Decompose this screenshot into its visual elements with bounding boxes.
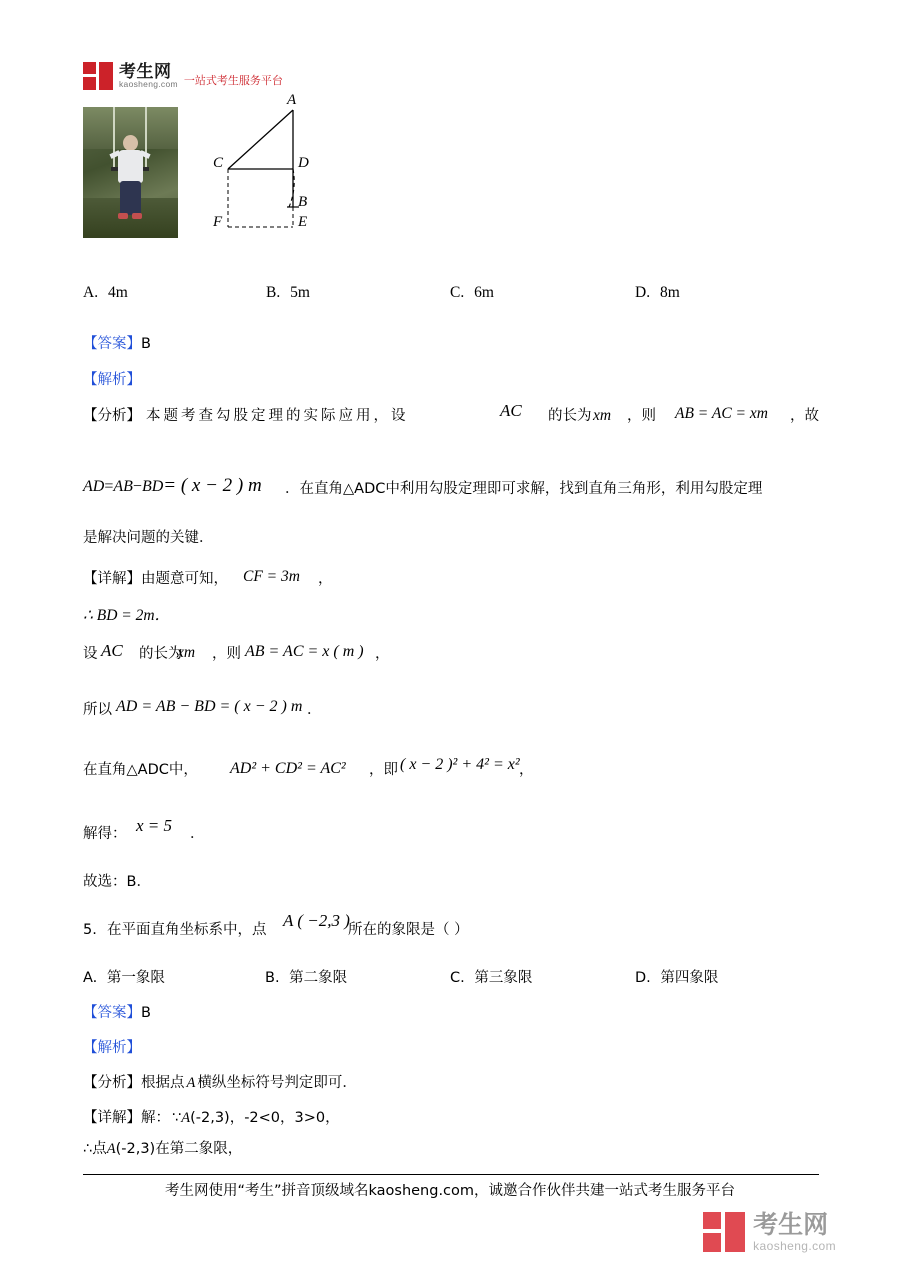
geo-label-c: C xyxy=(213,155,224,171)
q5-answer-tag: 【答案】 xyxy=(83,1005,141,1021)
q4-xiangjie-l1-eq: CF = 3m xyxy=(243,568,300,585)
q4-xiangjie-l3-a: 设 xyxy=(83,646,98,662)
q4-xiangjie-label: 【详解】 xyxy=(83,571,141,587)
logo-slogan: 一站式考生服务平台 xyxy=(183,75,283,87)
q4-xiangjie-l5-c: ， xyxy=(519,762,534,778)
q4-option-c[interactable] xyxy=(450,281,494,304)
q4-xiangjie-l5-a: 在直角△ADC中， xyxy=(83,762,198,778)
footer-logo-title: 考生网 xyxy=(753,1211,829,1239)
q4-fenxi-l2-rhs: = ( x − 2 ) m xyxy=(163,475,262,496)
q5-option-b-text: 第二象限 xyxy=(289,970,348,986)
q4-xiangjie-l1-b: ， xyxy=(318,571,333,587)
q4-xiangjie-l7: 故选：B． xyxy=(83,874,151,890)
q4-xiangjie-l3-eq: AB = AC = x ( m ) xyxy=(245,643,364,660)
q4-fenxi-line3: 是解决问题的关键． xyxy=(83,530,214,546)
q5-xiangjie-label: 【详解】 xyxy=(83,1110,141,1126)
q4-xiangjie-l4-b: ． xyxy=(307,702,322,718)
q4-option-a[interactable] xyxy=(83,281,128,304)
q4-option-a-label: A. xyxy=(83,284,99,301)
q4-fenxi-l1-a: 本题考查勾股定理的实际应用，设 xyxy=(146,408,409,424)
geometry-diagram xyxy=(203,92,403,245)
q4-xiangjie-l4-eq: AD = AB − BD = ( x − 2 ) m xyxy=(116,698,303,715)
site-logo xyxy=(83,62,283,90)
q4-option-d[interactable] xyxy=(635,281,680,304)
q5-stem-point: A ( −2,3 ) xyxy=(283,911,350,930)
footer-watermark-logo xyxy=(703,1212,836,1253)
geo-label-a: A xyxy=(287,92,297,108)
q4-fenxi-line1-text xyxy=(146,406,409,428)
q4-analysis-tag: 【解析】 xyxy=(83,372,141,388)
q4-answer-row xyxy=(83,334,151,356)
q4-xiangjie-l5-eq2: ( x − 2 )² + 4² = x² xyxy=(400,756,520,773)
q4-option-b[interactable] xyxy=(266,281,310,304)
q5-option-d[interactable] xyxy=(635,968,718,990)
q4-xiangjie-l3-xm: xm xyxy=(177,644,196,661)
q5-option-d-text: 第四象限 xyxy=(660,970,719,986)
footer-divider xyxy=(83,1174,819,1175)
q4-fenxi-l2-ab: AB xyxy=(113,478,133,495)
q4-fenxi-l2-equation xyxy=(83,472,262,501)
q5-xiangjie-line1 xyxy=(83,1108,340,1130)
child-on-swing-photo xyxy=(83,107,178,238)
q4-answer-value: B xyxy=(141,336,151,352)
q5-fenxi-label: 【分析】 xyxy=(83,1075,141,1091)
q5-option-a-label: A. xyxy=(83,970,98,986)
logo-text xyxy=(119,63,178,90)
geo-label-f: F xyxy=(213,214,223,230)
footer-logo-mark-icon xyxy=(703,1212,745,1252)
q4-fenxi-l1-xm: xm xyxy=(593,407,612,424)
q4-option-b-text: 5m xyxy=(290,284,310,301)
q5-option-c-text: 第三象限 xyxy=(474,970,533,986)
logo-domain: kaosheng.com xyxy=(119,79,178,90)
q4-xiangjie-line1 xyxy=(83,569,228,591)
geo-label-b: B xyxy=(298,194,308,210)
q5-answer-row xyxy=(83,1003,151,1025)
q5-fenxi-point: A xyxy=(186,1075,196,1091)
q4-fenxi-l2-rest: ．在直角△ADC中利用勾股定理即可求解，找到直角三角形，利用勾股定理 xyxy=(285,481,763,497)
q5-analysis-tag: 【解析】 xyxy=(83,1040,141,1056)
q4-fenxi-l2-bd: BD xyxy=(141,478,164,495)
q5-option-c[interactable] xyxy=(450,968,532,990)
geo-label-d: D xyxy=(298,155,309,171)
q4-fenxi-l1-d: ，故 xyxy=(790,408,819,424)
q5-option-a-text: 第一象限 xyxy=(106,970,165,986)
q4-xiangjie-l3-d: ， xyxy=(375,646,390,662)
q4-option-d-text: 8m xyxy=(659,284,680,301)
q5-fenxi-a: 根据点 xyxy=(141,1075,185,1091)
q5-number: 5. xyxy=(83,922,97,938)
q5-xiangjie-line2 xyxy=(83,1139,242,1161)
q5-xiangjie-l2-point: A xyxy=(106,1141,116,1157)
footer-logo-domain: kaosheng.com xyxy=(753,1238,836,1253)
q4-option-c-label: C. xyxy=(450,284,465,301)
q4-option-b-label: B. xyxy=(266,284,281,301)
q4-xiangjie-l3-ac: AC xyxy=(101,641,123,660)
q4-fenxi-l1-c: ，则 xyxy=(627,408,656,424)
q4-xiangjie-l5-eq1: AD² + CD² = AC² xyxy=(230,760,346,777)
q5-option-b-label: B. xyxy=(265,970,280,986)
q4-fenxi-l1-eq: AB = AC = xm xyxy=(675,405,768,422)
footer-text: 考生网使用“考生”拼音顶级域名kaosheng.com，诚邀合作伙伴共建一站式考生服务平台 xyxy=(164,1183,736,1199)
q4-xiangjie-l1-a: 由题意可知， xyxy=(141,571,228,587)
q4-fenxi-l2-ad: AD xyxy=(83,478,105,495)
q5-stem-b: 所在的象限是（ ） xyxy=(348,922,469,938)
q4-fenxi-line1 xyxy=(83,406,141,428)
q5-option-d-label: D. xyxy=(635,970,651,986)
q4-xiangjie-line2: ∴ BD = 2m． xyxy=(83,607,171,624)
q5-answer-value: B xyxy=(141,1005,151,1021)
q4-option-c-text: 6m xyxy=(474,284,494,301)
q5-xiangjie-l2-a: ∴点 xyxy=(83,1141,107,1157)
q5-option-b[interactable] xyxy=(265,968,347,990)
q5-xiangjie-b: ∵ xyxy=(172,1110,182,1126)
q5-xiangjie-point: A xyxy=(181,1110,191,1126)
logo-mark-icon xyxy=(83,62,113,90)
q4-fenxi-l1-ac: AC xyxy=(500,401,522,420)
q4-xiangjie-l6-eq: x = 5 xyxy=(136,816,173,835)
q5-xiangjie-l2-b: (-2,3)在第二象限， xyxy=(115,1141,243,1157)
q4-fenxi-l2-eq1: = xyxy=(104,478,114,495)
question4-figure xyxy=(83,92,403,245)
q5-option-c-label: C. xyxy=(450,970,465,986)
q5-option-a[interactable] xyxy=(83,968,165,990)
geo-label-e: E xyxy=(298,214,308,230)
q4-answer-tag: 【答案】 xyxy=(83,336,141,352)
q4-xiangjie-l3-b: 的长为 xyxy=(139,646,183,662)
q4-xiangjie-l6-a: 解得： xyxy=(83,826,127,842)
q4-xiangjie-l6-b: ． xyxy=(190,826,205,842)
q4-fenxi-l1-b: 的长为 xyxy=(548,408,592,424)
q4-fenxi-l2-minus: − xyxy=(132,478,142,495)
q4-option-a-text: 4m xyxy=(107,284,128,301)
q4-xiangjie-l5-b: ，即 xyxy=(369,762,398,778)
q5-fenxi-line xyxy=(83,1073,357,1095)
q4-option-d-label: D. xyxy=(635,284,651,301)
q4-xiangjie-l4-a: 所以 xyxy=(83,702,112,718)
q5-fenxi-b: 横纵坐标符号判定即可． xyxy=(197,1075,357,1091)
logo-title: 考生网 xyxy=(119,61,172,81)
q5-xiangjie-a: 解： xyxy=(141,1110,170,1126)
q4-xiangjie-l3-c: ，则 xyxy=(212,646,241,662)
q5-xiangjie-c: (-2,3)，-2<0，3>0， xyxy=(190,1110,340,1126)
q4-fenxi-label: 【分析】 xyxy=(83,408,141,424)
q5-stem-a: 在平面直角坐标系中，点 xyxy=(107,922,267,938)
